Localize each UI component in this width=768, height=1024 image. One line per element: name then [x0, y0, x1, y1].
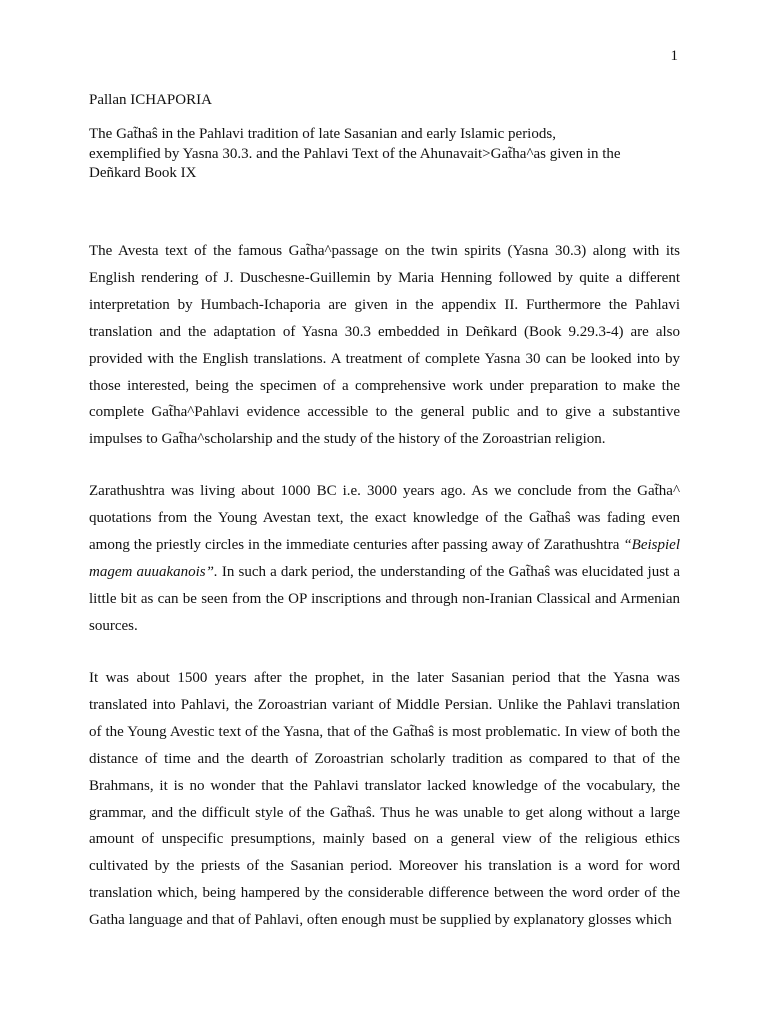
italic-quote: “Beispiel magem auuakanois”.	[89, 536, 680, 580]
document-title	[89, 125, 689, 184]
title-line: Deñkard Book IX	[89, 165, 197, 181]
paragraph-text: In such a dark period, the understanding of the Gat̃haŝ was elucidated just a little bit as can be seen from the OP inscriptions and through non-Iranian Classical and Armenian sources.	[89, 563, 680, 634]
page-number: 1	[670, 48, 678, 64]
author-name: Pallan ICHAPORIA	[89, 92, 212, 108]
title-line: exemplified by Yasna 30.3. and the Pahlavi Text of the Ahunavait>Gat̃ha^as given in the	[89, 145, 621, 162]
body-paragraph	[89, 478, 680, 639]
body-paragraph: The Avesta text of the famous Gat̃ha^passage on the twin spirits (Yasna 30.3) along with its English rendering of J. Duschesne-Guillemin by Maria Henning followed by quite a different interpretation by Humbach-Ichaporia are given in the appendix II. Furthermore the Pahlavi translation and the adaptation of Yasna 30.3 embedded in Deñkard (Book 9.29.3-4) are also provided with the English translations. A treatment of complete Yasna 30 can be looked into by those interested, being the specimen of a comprehensive work under preparation to make the complete Gat̃ha^Pahlavi evidence accessible to the general public and to give a substantive impulses to Gat̃ha^scholarship and the study of the history of the Zoroastrian religion.	[89, 243, 680, 448]
paragraph-text: Zarathushtra was living about 1000 BC i.e. 3000 years ago. As we conclude from the Gat̃ha^ quotations from the Young Avestan text, the exact knowledge of the Gat̃haŝ was fading even among the priestly circles in the immediate centuries after passing away of Zarathushtra	[89, 483, 680, 553]
body-paragraph: It was about 1500 years after the prophet, in the later Sasanian period that the Yasna was translated into Pahlavi, the Zoroastrian variant of Middle Persian. Unlike the Pahlavi translation of the Young Avestic text of the Yasna, that of the Gat̃haŝ is most problematic. In view of both the distance of time and the dearth of Zoroastrian scholarly tradition as compared to that of the Brahmans, it is no wonder that the Pahlavi translator lacked knowledge of the vocabulary, the grammar, and the difficult style of the Gat̃haŝ. Thus he was unable to get along without a large amount of unspecific presumptions, mainly based on a general view of the religious ethics cultivated by the priests of the Sasanian period. Moreover his translation is a word for word translation which, being hampered by the considerable difference between the word order of the Gatha language and that of Pahlavi, often enough must be supplied by explanatory glosses which	[89, 670, 680, 929]
title-line: The Gat̃haŝ in the Pahlavi tradition of late Sasanian and early Islamic periods,	[89, 126, 556, 142]
